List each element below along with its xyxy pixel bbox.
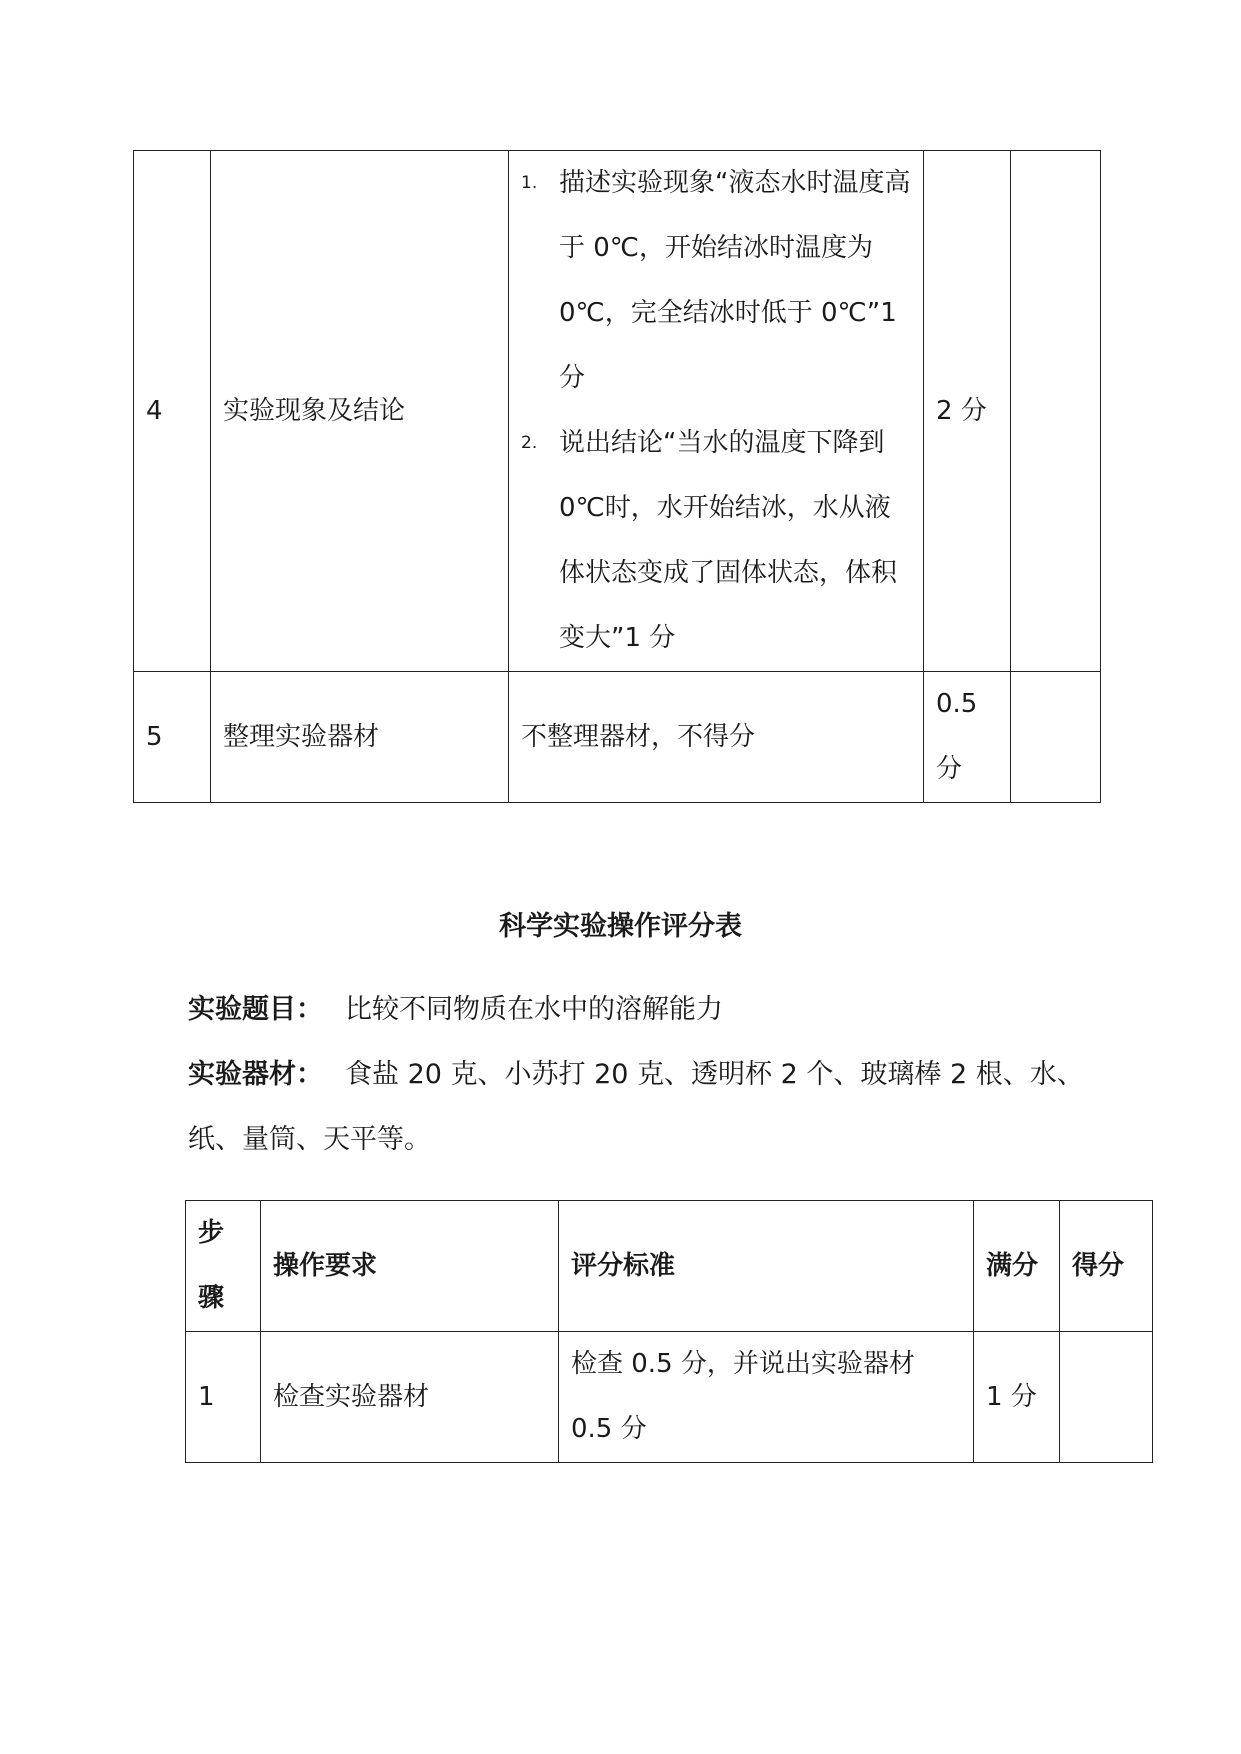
- step-cell: 5: [134, 672, 211, 803]
- list-number: 1.: [521, 173, 538, 193]
- score-cell: [1060, 1332, 1153, 1463]
- score-cell: [1011, 672, 1101, 803]
- header-requirement: 操作要求: [261, 1201, 559, 1332]
- header-step: 步骤: [186, 1201, 261, 1332]
- table-row: [186, 1332, 1153, 1463]
- header-score: 得分: [1060, 1201, 1153, 1332]
- step-cell: 4: [134, 151, 211, 672]
- page-title: 科学实验操作评分表: [499, 911, 742, 942]
- full-score-cell: 0.5 分: [924, 672, 1011, 803]
- requirement-cell: 实验现象及结论: [211, 151, 509, 672]
- materials-label: 实验器材：: [188, 1059, 323, 1090]
- topic-value: 比较不同物质在水中的溶解能力: [345, 994, 723, 1025]
- header-criteria: 评分标准: [559, 1201, 974, 1332]
- criteria-cell: 不整理器材，不得分: [509, 672, 924, 803]
- experiment-materials: [188, 1042, 1088, 1172]
- list-number: 2.: [521, 433, 538, 453]
- step-cell: 1: [186, 1332, 261, 1463]
- experiment-topic: [188, 977, 1088, 1042]
- scoring-table-continued: [133, 150, 1101, 803]
- list-item: [521, 151, 911, 411]
- criteria-list: [521, 151, 911, 671]
- criteria-text: 描述实验现象“液态水时温度高于 0℃，开始结冰时温度为 0℃，完全结冰时低于 0℃”1 分: [559, 168, 911, 393]
- scoring-table: [185, 1200, 1153, 1463]
- table-row: [134, 151, 1101, 672]
- requirement-cell: 整理实验器材: [211, 672, 509, 803]
- table-row: [134, 672, 1101, 803]
- requirement-cell: 检查实验器材: [261, 1332, 559, 1463]
- criteria-cell: 检查 0.5 分，并说出实验器材 0.5 分: [559, 1332, 974, 1463]
- score-cell: [1011, 151, 1101, 672]
- criteria-text: 说出结论“当水的温度下降到 0℃时，水开始结冰，水从液体状态变成了固体状态，体积变大”1 分: [559, 428, 898, 653]
- criteria-cell: [509, 151, 924, 672]
- full-score-cell: 2 分: [924, 151, 1011, 672]
- materials-value: 食盐 20 克、小苏打 20 克、透明杯 2 个、玻璃棒 2 根、水、纸、量筒、天平等。: [188, 1059, 1084, 1155]
- table-header-row: [186, 1201, 1153, 1332]
- full-score-cell: 1 分: [974, 1332, 1060, 1463]
- topic-label: 实验题目：: [188, 994, 323, 1025]
- list-item: [521, 411, 911, 671]
- header-full-score: 满分: [974, 1201, 1060, 1332]
